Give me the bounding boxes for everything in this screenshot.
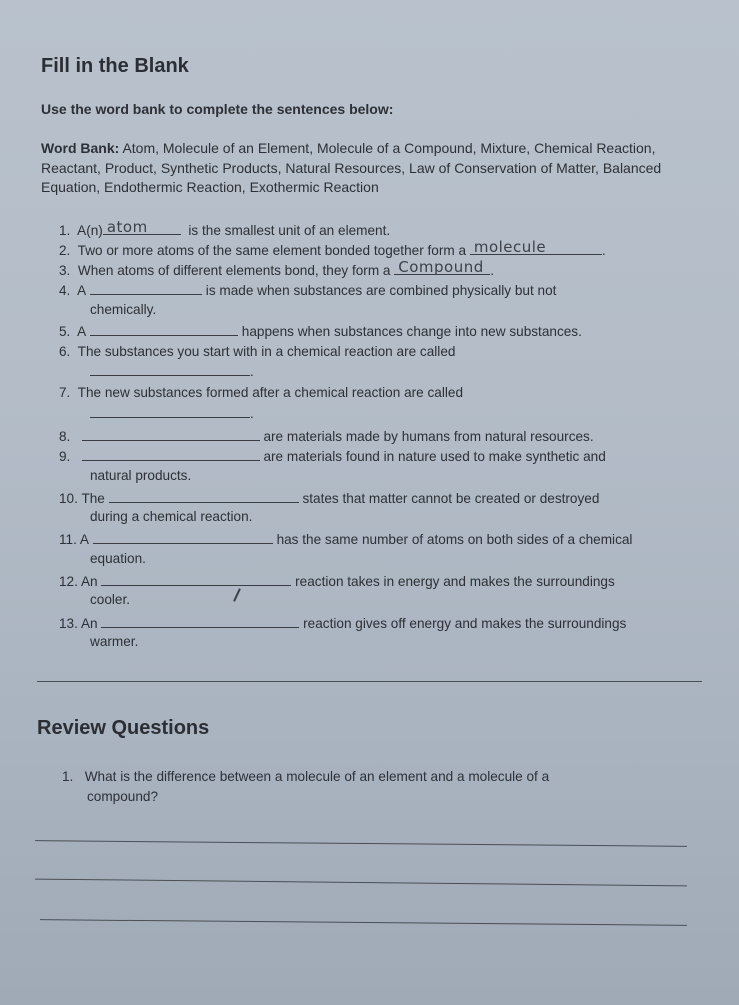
answer-blank-9[interactable] [82, 447, 260, 461]
question-12-cont: cooler. [90, 592, 131, 607]
question-7-cont: . [90, 404, 254, 421]
question-13: 13. An reaction gives off energy and makes the surroundings [59, 616, 627, 631]
question-9-cont: natural products. [90, 468, 192, 483]
answer-blank-2[interactable] [470, 238, 602, 256]
question-11: 11. A has the same number of atoms on both sides of a chemical [59, 532, 633, 547]
word-bank [41, 139, 701, 198]
handwritten-answer: molecule [473, 238, 547, 256]
question-3: 3. When atoms of different elements bond, they form a Compound . [59, 258, 495, 278]
question-1: 1. A(n) atom is the smallest unit of an element. [59, 218, 391, 238]
question-13-cont: warmer. [90, 634, 139, 649]
section-divider [37, 681, 702, 682]
question-4: 4. A is made when substances are combined physically but not [59, 283, 557, 298]
question-6: 6. The substances you start with in a chemical reaction are called [59, 344, 456, 359]
question-8: 8. are materials made by humans from natural resources. [59, 429, 594, 444]
pen-mark [233, 588, 241, 602]
question-7: 7. The new substances formed after a chemical reaction are called [59, 385, 464, 400]
answer-blank-7[interactable] [90, 404, 250, 418]
answer-blank-11[interactable] [93, 530, 273, 544]
question-10: 10. The states that matter cannot be created or destroyed [59, 491, 600, 506]
question-12: 12. An reaction takes in energy and makes the surroundings [59, 574, 615, 589]
question-10-cont: during a chemical reaction. [90, 509, 253, 524]
answer-blank-8[interactable] [82, 427, 260, 441]
answer-line-1[interactable] [35, 840, 687, 847]
answer-blank-3[interactable] [394, 258, 490, 276]
word-bank-label: Word Bank: [41, 140, 120, 156]
handwritten-answer: atom [106, 218, 148, 236]
review-question-1-cont: compound? [87, 789, 159, 804]
question-9: 9. are materials found in nature used to make synthetic and [59, 449, 606, 464]
answer-blank-6[interactable] [90, 362, 250, 376]
answer-blank-5[interactable] [90, 322, 238, 336]
review-question-1: 1. What is the difference between a molecule of an element and a molecule of a [62, 769, 550, 784]
answer-line-2[interactable] [35, 879, 687, 887]
answer-line-3[interactable] [40, 919, 687, 926]
answer-blank-4[interactable] [90, 281, 202, 295]
question-6-cont: . [90, 362, 254, 379]
answer-blank-13[interactable] [101, 614, 299, 628]
question-5: 5. A happens when substances change into new substances. [59, 324, 582, 339]
review-title: Review Questions [37, 717, 210, 739]
page-title: Fill in the Blank [41, 55, 189, 77]
answer-blank-12[interactable] [101, 572, 291, 586]
question-11-cont: equation. [90, 551, 146, 566]
word-bank-terms: Atom, Molecule of an Element, Molecule of a Compound, Mixture, Chemical Reaction, Reactant, Product, Synthetic Products, Natural Resources, Law of Conservation of Matter, Balanced Equation, Endothermic Reaction, Exothermic Reaction [41, 140, 662, 195]
answer-blank-10[interactable] [109, 489, 299, 503]
instructions: Use the word bank to complete the sentences below: [41, 101, 394, 117]
question-4-cont: chemically. [90, 302, 157, 317]
answer-blank-1[interactable] [103, 218, 181, 236]
question-2: 2. Two or more atoms of the same element bonded together form a molecule . [59, 238, 606, 258]
handwritten-answer: Compound [398, 258, 484, 276]
